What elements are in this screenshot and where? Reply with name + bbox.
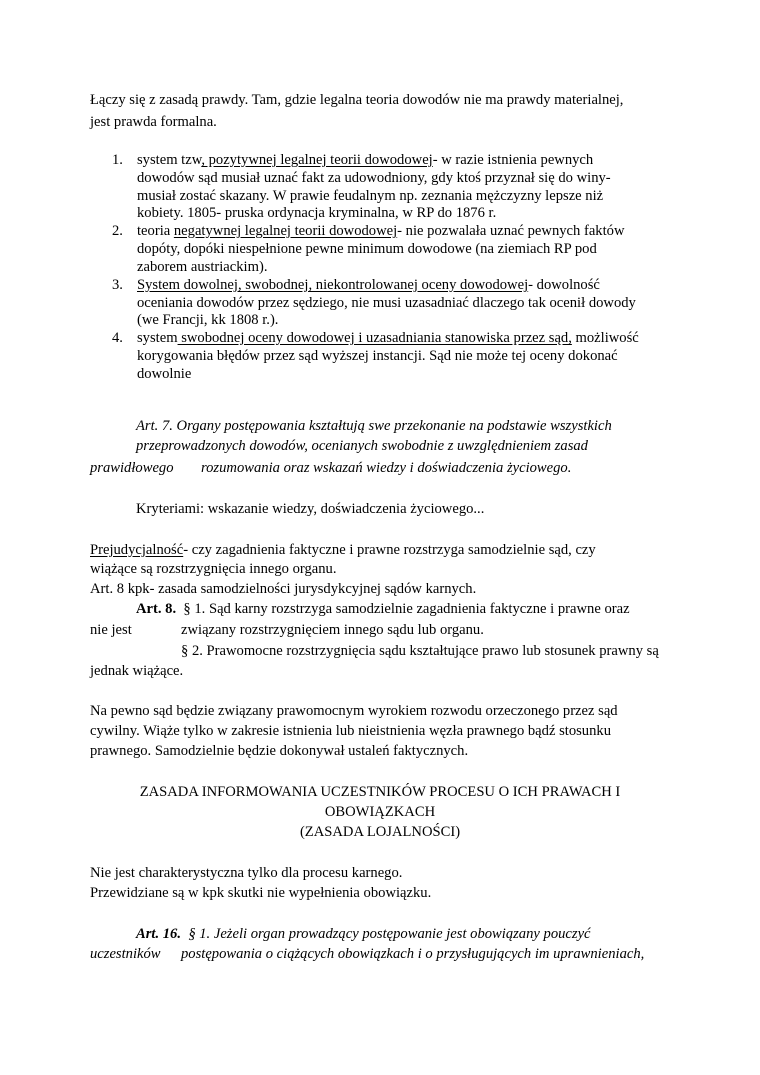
art16-line-1: Art. 16. § 1. Jeżeli organ prowadzący postępowanie jest obowiązany pouczyć xyxy=(136,926,591,942)
list-item-line: teoria negatywnej legalnej teorii dowodowej- nie pozwalała uznać pewnych faktów xyxy=(137,223,625,239)
list-item-line: musiał zostać skazany. W prawie feudalnym np. zeznania mężczyzny lepsze niż xyxy=(137,188,604,204)
list-number: 4. xyxy=(112,330,123,346)
prejudiciality-line-1: Prejudycjalność- czy zagadnienia faktyczne i prawne rozstrzyga samodzielnie sąd, czy xyxy=(90,542,596,558)
list-item-line: korygowania błędów przez sąd wyższej instancji. Sąd nie może tej oceny dokonać xyxy=(137,348,618,364)
criteria-line: Kryteriami: wskazanie wiedzy, doświadczenia życiowego... xyxy=(136,501,485,517)
art7-line-3b: rozumowania oraz wskazań wiedzy i doświadczenia życiowego. xyxy=(201,460,572,476)
art7-line-3a: prawidłowego xyxy=(90,460,174,476)
paragraph-line-1: Na pewno sąd będzie związany prawomocnym wyrokiem rozwodu orzeczonego przez sąd xyxy=(90,703,618,719)
list-item-line: System dowolnej, swobodnej, niekontrolowanej oceny dowodowej- dowolność xyxy=(137,277,600,293)
intro-line-1: Łączy się z zasadą prawdy. Tam, gdzie legalna teoria dowodów nie ma prawdy materialnej, xyxy=(90,92,624,108)
prejudiciality-line-2: wiążące są rozstrzygnięcia innego organu. xyxy=(90,561,337,577)
section-heading-line-1: ZASADA INFORMOWANIA UCZESTNIKÓW PROCESU O ICH PRAWACH I xyxy=(139,784,621,800)
list-item-line: oceniania dowodów przez sędziego, nie musi uzasadniać dlaczego tak ocenił dowody xyxy=(137,295,636,311)
art7-line-2: przeprowadzonych dowodów, ocenianych swobodnie z uwzględnieniem zasad xyxy=(136,438,588,454)
section-heading-line-2: OBOWIĄZKACH xyxy=(324,804,436,820)
list-item-line: kobiety. 1805- pruska ordynacja kryminalna, w RP do 1876 r. xyxy=(137,205,497,221)
art8-line-2a: nie jest xyxy=(90,622,132,638)
list-item-line: dopóty, dopóki niespełnione pewne minimum dowodowe (na ziemiach RP pod xyxy=(137,241,597,257)
intro-line-2: jest prawda formalna. xyxy=(90,114,217,130)
list-item-line: dowolnie xyxy=(137,366,192,382)
art16-line-2a: uczestników xyxy=(90,946,161,962)
section-heading-line-3: (ZASADA LOJALNOŚCI) xyxy=(299,824,461,840)
art7-line-1: Art. 7. Organy postępowania kształtują swe przekonanie na podstawie wszystkich xyxy=(136,418,612,434)
art8-line-2b: związany rozstrzygnięciem innego sądu lub organu. xyxy=(181,622,484,638)
list-number: 3. xyxy=(112,277,123,293)
art8-line-4: jednak wiążące. xyxy=(90,663,184,679)
list-item-line: (we Francji, kk 1808 r.). xyxy=(137,312,279,328)
closing-line-2: Przewidziane są w kpk skutki nie wypełnienia obowiązku. xyxy=(90,885,432,901)
list-number: 1. xyxy=(112,152,123,168)
prejudiciality-line-3: Art. 8 kpk- zasada samodzielności jurysdykcyjnej sądów karnych. xyxy=(90,581,477,597)
closing-line-1: Nie jest charakterystyczna tylko dla procesu karnego. xyxy=(90,865,403,881)
list-item-line: zaborem austriackim). xyxy=(137,259,268,275)
paragraph-line-3: prawnego. Samodzielnie będzie dokonywał ustaleń faktycznych. xyxy=(90,743,469,759)
list-item-line: system tzw, pozytywnej legalnej teorii dowodowej- w razie istnienia pewnych xyxy=(137,152,594,168)
list-item-line: system swobodnej oceny dowodowej i uzasadniania stanowiska przez sąd, możliwość xyxy=(137,330,639,346)
list-number: 2. xyxy=(112,223,123,239)
list-item-line: dowodów sąd musiał uznać fakt za udowodniony, gdy ktoś przyznał się do winy- xyxy=(137,170,611,186)
art16-line-2b: postępowania o ciążących obowiązkach i o przysługujących im uprawnieniach, xyxy=(181,946,645,962)
art8-line-3: § 2. Prawomocne rozstrzygnięcia sądu kształtujące prawo lub stosunek prawny są xyxy=(181,643,659,659)
art8-line-1: Art. 8. § 1. Sąd karny rozstrzyga samodzielnie zagadnienia faktyczne i prawne oraz xyxy=(136,601,630,617)
paragraph-line-2: cywilny. Wiąże tylko w zakresie istnienia lub nieistnienia węzła prawnego bądź stosunku xyxy=(90,723,611,739)
